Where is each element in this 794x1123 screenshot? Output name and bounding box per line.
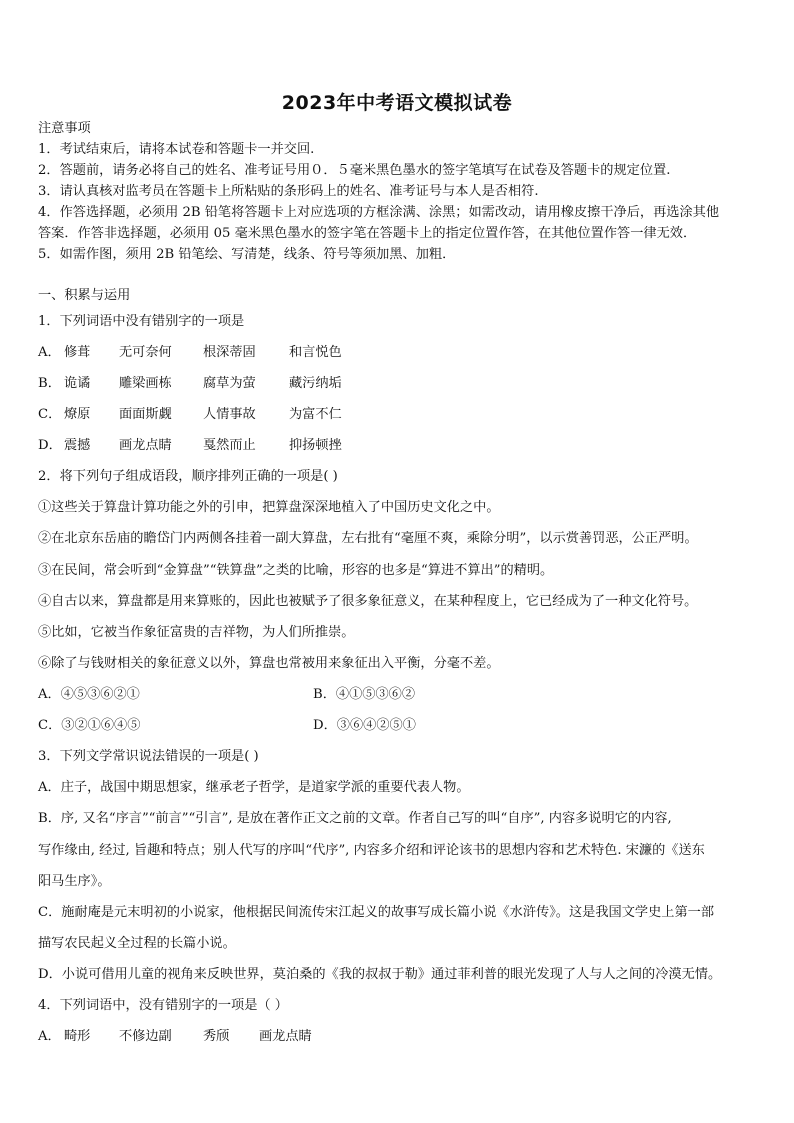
q1-option-b [38,375,342,393]
q3-line: 描写农民起义全过程的长篇小说。 [38,936,236,951]
page-title: 2023年中考语文模拟试卷 [281,92,513,114]
q3-line: 阳马生序》。 [38,874,111,889]
option-word: 畸形 [64,1029,91,1044]
q3-line: C．施耐庵是元末明初的小说家，他根据民间流传宋江起义的故事写成长篇小说《水浒传》。这是我国文学史上第一部 [38,905,715,920]
option-word: 抑扬顿挫 [289,438,342,453]
notice-item: 2．答题前，请务必将自己的姓名、准考证号用０．５毫米黑色墨水的签字笔填写在试卷及答题卡的规定位置. [38,163,671,178]
notice-item: 答案．作答非选择题，必须用 05 毫米黑色墨水的签字笔在答题卡上的指定位置作答，在其他位置作答一律无效． [38,226,697,241]
option-letter: C． [38,407,62,422]
q3-line: D．小说可借用儿童的视角来反映世界，莫泊桑的《我的叔叔于勒》通过菲利普的眼光发现了人与人之间的冷漠无情。 [38,967,722,982]
option-word: 戛然而止 [203,438,256,453]
q2-sentence: ⑤比如，它被当作象征富贵的吉祥物，为人们所推崇。 [38,625,355,640]
q2-option-a: A．④⑤③⑥②① [38,687,140,702]
notice-item: 3．请认真核对监考员在答题卡上所粘贴的条形码上的姓名、准考证号与本人是否相符. [38,184,539,199]
option-word: 画龙点睛 [119,438,172,453]
q1-option-c [38,406,342,424]
notice-item: 5．如需作图，须用 2B 铅笔绘、写清楚，线条、符号等须加黑、加粗． [38,247,456,262]
option-letter: A． [38,1029,61,1044]
option-word: 人情事故 [203,407,256,422]
q2-sentence: ①这些关于算盘计算功能之外的引申，把算盘深深地植入了中国历史文化之中。 [38,500,500,515]
option-word: 震撼 [64,438,91,453]
notice-heading: 注意事项 [38,121,91,136]
option-word: 燎原 [64,407,91,422]
q2-option-c: C．③②①⑥④⑤ [38,718,141,733]
notice-item: 4．作答选择题，必须用 2B 铅笔将答题卡上对应选项的方框涂满、涂黑；如需改动，请用橡皮擦干净后，再选涂其他 [38,205,720,220]
q2-sentence: ③在民间，常会听到“金算盘”“铁算盘”之类的比喻，形容的也多是“算进不算出”的精明。 [38,563,554,578]
section-heading: 一、积累与运用 [38,288,131,303]
option-word: 雕梁画栋 [119,376,172,391]
notice-item: 1．考试结束后，请将本试卷和答题卡一并交回. [38,142,315,157]
option-word: 无可奈何 [119,345,172,360]
q2-sentence: ②在北京东岳庙的瞻岱门内两侧各挂着一副大算盘，左右批有“毫厘不爽，乘除分明”，以示赏善罚恶，公正严明。 [38,531,698,546]
question-stem: 4．下列词语中，没有错别字的一项是（ ） [38,998,288,1013]
question-stem: 2．将下列句子组成语段，顺序排列正确的一项是( ) [38,469,338,484]
q3-line: 写作缘由, 经过, 旨趣和特点；别人代写的序叫“代序”, 内容多介绍和评论该书的思想内容和艺术特色. 宋濂的《送东 [38,843,705,858]
q2-sentence: ⑥除了与钱财相关的象征意义以外，算盘也常被用来象征出入平衡，分毫不差。 [38,656,500,671]
q1-option-d [38,437,342,455]
option-word: 修葺 [64,345,91,360]
option-word: 根深蒂固 [203,345,256,360]
q1-option-a [38,344,342,362]
option-letter: B． [38,376,61,391]
option-word: 不修边副 [119,1029,172,1044]
option-word: 秀颀 [203,1029,230,1044]
option-letter: D． [38,438,62,453]
q3-line: B．序, 又名“序言”“前言”“引言”, 是放在著作正文之前的文章。作者自己写的叫“自序”, 内容多说明它的内容, [38,811,672,826]
q2-sentence: ④自古以来，算盘都是用来算账的，因此也被赋予了很多象征意义，在某种程度上，它已经成为了一种文化符号。 [38,594,698,609]
question-stem: 1．下列词语中没有错别字的一项是 [38,314,245,329]
option-word: 画龙点睛 [259,1029,312,1044]
q2-option-b: B．④①⑤③⑥② [313,687,416,702]
q3-line: A．庄子，战国中期思想家，继承老子哲学，是道家学派的重要代表人物。 [38,780,470,795]
option-word: 为富不仁 [289,407,342,422]
q4-option-a [38,1028,312,1046]
option-word: 面面斯觑 [119,407,172,422]
q2-option-d: D．③⑥④②⑤① [313,718,416,733]
option-word: 和言悦色 [289,345,342,360]
option-word: 腐草为萤 [203,376,256,391]
option-word: 藏污纳垢 [289,376,342,391]
option-word: 诡谲 [64,376,91,391]
question-stem: 3．下列文学常识说法错误的一项是( ) [38,749,259,764]
option-letter: A． [38,345,61,360]
